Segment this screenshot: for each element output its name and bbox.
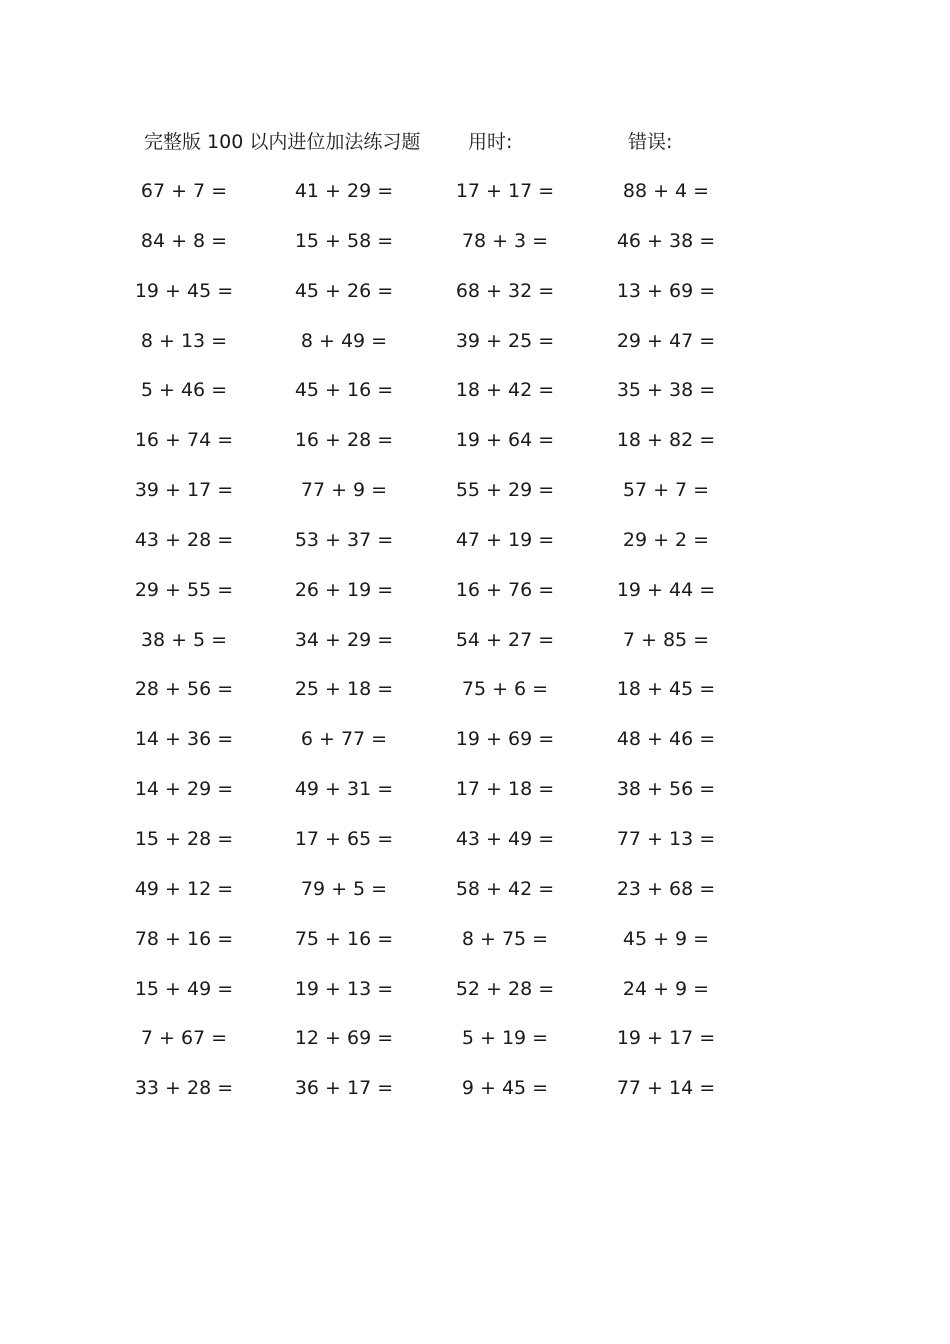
problem: 17 + 17 = <box>455 180 555 202</box>
problem: 8 + 75 = <box>461 927 549 950</box>
problem: 19 + 69 = <box>455 728 555 751</box>
problem: 57 + 7 = <box>622 479 710 502</box>
problem: 36 + 17 = <box>294 1077 394 1100</box>
problem: 84 + 8 = <box>140 229 228 252</box>
problem: 17 + 65 = <box>294 827 394 850</box>
problem: 24 + 9 = <box>622 977 710 1000</box>
problem: 88 + 4 = <box>622 180 710 202</box>
problem: 29 + 2 = <box>622 528 710 551</box>
problem: 47 + 19 = <box>455 528 555 551</box>
problem: 49 + 12 = <box>134 877 234 900</box>
problem-row <box>0 327 950 377</box>
problem: 48 + 46 = <box>616 728 716 751</box>
problem: 41 + 29 = <box>294 180 394 202</box>
problem: 28 + 56 = <box>134 678 234 701</box>
problem: 54 + 27 = <box>455 628 555 651</box>
problem: 14 + 29 = <box>134 778 234 801</box>
errors-label: 错误: <box>628 131 673 153</box>
problem: 19 + 64 = <box>455 429 555 452</box>
problem-row <box>0 177 950 227</box>
problem-row <box>0 376 950 426</box>
problem: 75 + 16 = <box>294 927 394 950</box>
problem: 39 + 17 = <box>134 479 234 502</box>
problem: 7 + 85 = <box>622 628 710 651</box>
problem: 17 + 18 = <box>455 778 555 801</box>
problem: 53 + 37 = <box>294 528 394 551</box>
problem: 15 + 49 = <box>134 977 234 1000</box>
problem: 67 + 7 = <box>140 180 228 202</box>
problem: 39 + 25 = <box>455 329 555 352</box>
problem: 45 + 26 = <box>294 279 394 302</box>
problem: 43 + 49 = <box>455 827 555 850</box>
time-label: 用时: <box>468 131 513 153</box>
problem-row <box>0 675 950 725</box>
problem: 5 + 46 = <box>140 379 228 402</box>
problem-row <box>0 875 950 925</box>
problem: 15 + 58 = <box>294 229 394 252</box>
problem: 34 + 29 = <box>294 628 394 651</box>
problem-row <box>0 277 950 327</box>
worksheet-header <box>0 128 950 156</box>
problem: 55 + 29 = <box>455 479 555 502</box>
problem-row <box>0 975 950 1025</box>
problem: 33 + 28 = <box>134 1077 234 1100</box>
problem: 8 + 49 = <box>300 329 388 352</box>
problem-grid <box>0 177 950 1124</box>
problem: 38 + 56 = <box>616 778 716 801</box>
problem: 58 + 42 = <box>455 877 555 900</box>
problem: 49 + 31 = <box>294 778 394 801</box>
problem: 19 + 13 = <box>294 977 394 1000</box>
problem: 15 + 28 = <box>134 827 234 850</box>
problem: 68 + 32 = <box>455 279 555 302</box>
problem-row <box>0 576 950 626</box>
problem: 19 + 45 = <box>134 279 234 302</box>
problem-row <box>0 227 950 277</box>
problem: 18 + 45 = <box>616 678 716 701</box>
problem: 26 + 19 = <box>294 578 394 601</box>
problem: 14 + 36 = <box>134 728 234 751</box>
problem: 9 + 45 = <box>461 1077 549 1100</box>
problem: 77 + 14 = <box>616 1077 716 1100</box>
problem: 38 + 5 = <box>140 628 228 651</box>
problem: 23 + 68 = <box>616 877 716 900</box>
problem-row <box>0 426 950 476</box>
problem: 5 + 19 = <box>461 1027 549 1050</box>
problem: 16 + 28 = <box>294 429 394 452</box>
problem: 77 + 9 = <box>300 479 388 502</box>
problem: 16 + 76 = <box>455 578 555 601</box>
problem: 45 + 9 = <box>622 927 710 950</box>
problem-row <box>0 925 950 975</box>
problem: 29 + 47 = <box>616 329 716 352</box>
problem: 78 + 16 = <box>134 927 234 950</box>
problem: 25 + 18 = <box>294 678 394 701</box>
problem-row <box>0 825 950 875</box>
problem: 52 + 28 = <box>455 977 555 1000</box>
problem-row <box>0 725 950 775</box>
problem: 13 + 69 = <box>616 279 716 302</box>
problem: 43 + 28 = <box>134 528 234 551</box>
problem: 78 + 3 = <box>461 229 549 252</box>
problem-row <box>0 775 950 825</box>
problem: 12 + 69 = <box>294 1027 394 1050</box>
problem: 77 + 13 = <box>616 827 716 850</box>
problem: 35 + 38 = <box>616 379 716 402</box>
problem: 75 + 6 = <box>461 678 549 701</box>
problem-row <box>0 1024 950 1074</box>
problem: 46 + 38 = <box>616 229 716 252</box>
problem: 18 + 42 = <box>455 379 555 402</box>
problem: 18 + 82 = <box>616 429 716 452</box>
problem: 6 + 77 = <box>300 728 388 751</box>
problem: 8 + 13 = <box>140 329 228 352</box>
problem: 45 + 16 = <box>294 379 394 402</box>
problem-row <box>0 626 950 676</box>
problem-row <box>0 476 950 526</box>
problem: 29 + 55 = <box>134 578 234 601</box>
problem: 19 + 44 = <box>616 578 716 601</box>
problem: 79 + 5 = <box>300 877 388 900</box>
problem: 7 + 67 = <box>140 1027 228 1050</box>
problem: 16 + 74 = <box>134 429 234 452</box>
problem-row <box>0 526 950 576</box>
problem: 19 + 17 = <box>616 1027 716 1050</box>
problem-row <box>0 1074 950 1124</box>
worksheet-title: 完整版 100 以内进位加法练习题 <box>144 131 421 153</box>
